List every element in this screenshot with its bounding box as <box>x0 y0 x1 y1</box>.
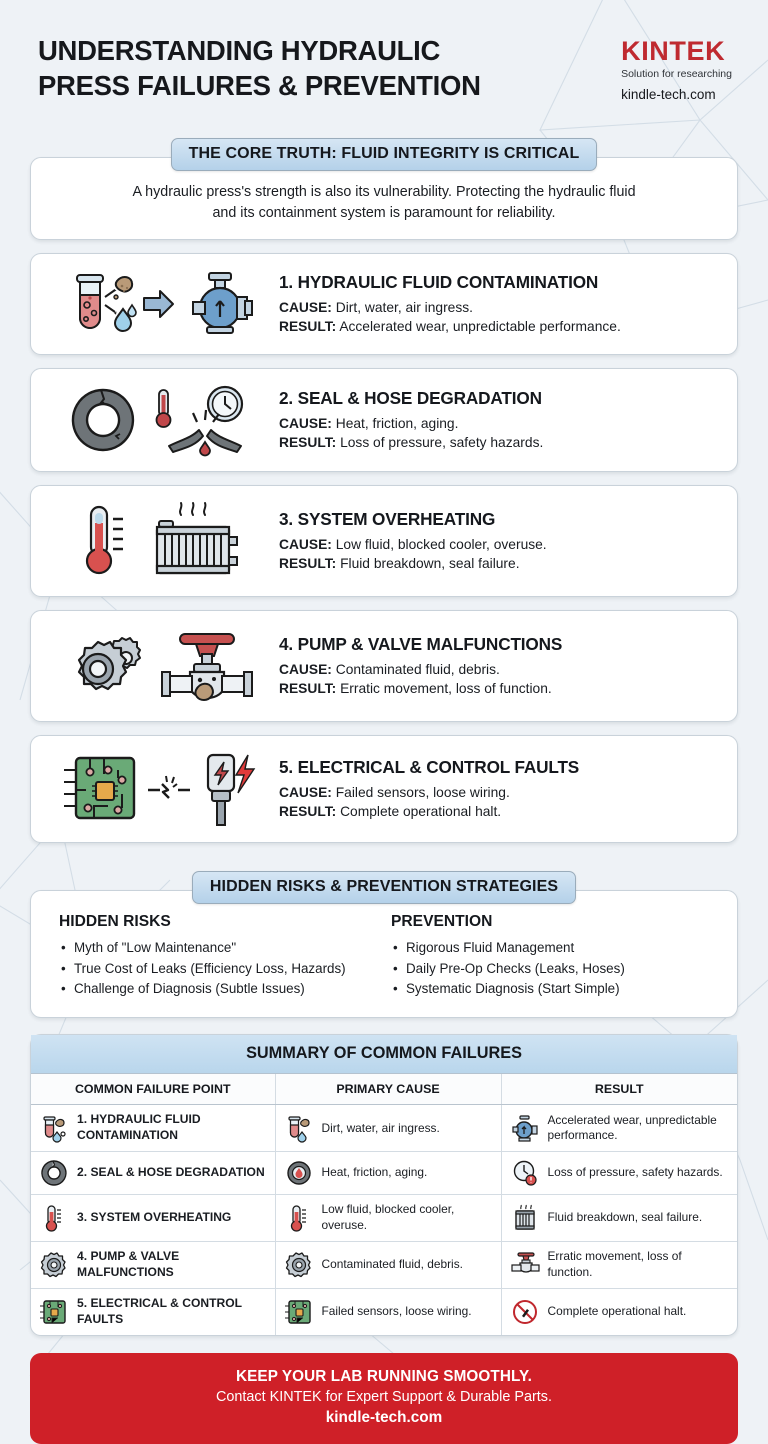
cause-label: CAUSE: <box>279 661 332 677</box>
thermometer-icon <box>284 1204 314 1232</box>
core-truth-pill-wrap <box>30 138 738 171</box>
cause-text: Contaminated fluid, debris. <box>335 661 500 677</box>
failure-card-result <box>279 679 717 699</box>
failure-card-title: 4. PUMP & VALVE MALFUNCTIONS <box>279 633 563 654</box>
cell-text: Heat, friction, aging. <box>321 1165 428 1180</box>
cell-text: Erratic movement, loss of function. <box>547 1248 682 1279</box>
cell-failure-point <box>31 1288 275 1334</box>
cell-primary-cause <box>275 1241 501 1288</box>
failure-card-icons <box>47 499 275 583</box>
risks-pill-wrap <box>30 871 738 904</box>
cell-failure-point <box>31 1152 275 1195</box>
cell-primary-cause <box>275 1152 501 1195</box>
brand-website: kindle-tech.com <box>621 87 716 102</box>
table-row <box>31 1152 737 1195</box>
arrow-right-icon <box>141 284 177 324</box>
failure-card-title: 5. ELECTRICAL & CONTROL FAULTS <box>279 756 580 777</box>
cell-result <box>501 1288 737 1334</box>
valve-icon <box>510 1251 540 1279</box>
failure-card-body <box>275 388 717 453</box>
table-row <box>31 1288 737 1334</box>
cause-text: Low fluid, blocked cooler, overuse. <box>335 536 547 552</box>
column-header-failure-point: COMMON FAILURE POINT <box>31 1074 275 1105</box>
list-item: • Rigorous Fluid Management <box>391 938 709 958</box>
footer-headline: KEEP YOUR LAB RUNNING SMOOTHLY. <box>235 1367 533 1385</box>
hidden-risks-heading: HIDDEN RISKS <box>59 913 171 931</box>
page-header <box>30 0 738 104</box>
table-row <box>31 1195 737 1241</box>
risks-prevention-panel <box>30 890 738 1018</box>
radiator-cooler-icon <box>510 1204 540 1232</box>
circuit-board-icon <box>60 750 140 828</box>
prevention-list <box>391 938 709 999</box>
cause-text: Heat, friction, aging. <box>335 415 459 431</box>
hidden-risks-column <box>59 913 377 999</box>
risks-prevention-section <box>30 871 738 1018</box>
column-header-primary-cause: PRIMARY CAUSE <box>275 1074 501 1105</box>
core-truth-pill: THE CORE TRUTH: FLUID INTEGRITY IS CRITICAL <box>171 138 598 171</box>
column-header-result: RESULT <box>501 1074 737 1105</box>
list-item: • Daily Pre-Op Checks (Leaks, Hoses) <box>391 959 709 979</box>
thermometer-icon <box>39 1204 69 1232</box>
failure-card <box>30 485 738 597</box>
pump-icon <box>510 1114 540 1142</box>
page-title <box>38 34 481 104</box>
table-row <box>31 1241 737 1288</box>
cell-result <box>501 1152 737 1195</box>
cause-label: CAUSE: <box>279 536 332 552</box>
cell-text: Low fluid, blocked cooler, overuse. <box>321 1202 455 1233</box>
list-item: • Systematic Diagnosis (Start Simple) <box>391 979 709 999</box>
cause-label: CAUSE: <box>279 784 332 800</box>
cell-result <box>501 1241 737 1288</box>
brand-logo <box>621 34 732 102</box>
footer-cta-banner <box>30 1353 738 1444</box>
plug-lightning-icon <box>198 749 262 829</box>
cell-failure-point <box>31 1195 275 1241</box>
cell-text: Contaminated fluid, debris. <box>321 1256 463 1271</box>
failure-card-title: 3. SYSTEM OVERHEATING <box>279 508 496 529</box>
failure-card-result <box>279 317 717 337</box>
valve-icon <box>156 624 258 708</box>
table-row <box>31 1105 737 1152</box>
cell-text: Dirt, water, air ingress. <box>321 1120 440 1135</box>
result-label: RESULT: <box>279 681 337 697</box>
table-header-row <box>31 1074 737 1105</box>
gear-icon <box>39 1251 69 1279</box>
failure-card-body <box>275 272 717 337</box>
failure-card <box>30 253 738 355</box>
core-truth-line2: and its containment system is paramount for reliability. <box>212 204 556 221</box>
seal-ring-icon <box>39 1159 69 1187</box>
failure-card-result <box>279 554 717 574</box>
cell-text: Failed sensors, loose wiring. <box>321 1303 472 1318</box>
thermometer-icon <box>71 501 135 581</box>
test-tube-icon <box>61 267 135 341</box>
summary-table <box>31 1074 737 1334</box>
prevention-heading: PREVENTION <box>391 913 493 931</box>
failure-card-body <box>275 509 717 574</box>
cause-label: CAUSE: <box>279 415 332 431</box>
failure-cards-list <box>30 253 738 843</box>
page-title-line1: UNDERSTANDING HYDRAULIC <box>38 35 441 66</box>
result-text: Fluid breakdown, seal failure. <box>340 556 520 572</box>
result-text: Accelerated wear, unpredictable performance. <box>339 319 621 335</box>
prevention-column <box>377 913 709 999</box>
cell-text: 1. HYDRAULIC FLUID CONTAMINATION <box>77 1112 201 1143</box>
failure-card-title: 1. HYDRAULIC FLUID CONTAMINATION <box>279 271 599 292</box>
gear-icon <box>284 1251 314 1279</box>
cell-text: Complete operational halt. <box>547 1303 687 1318</box>
circuit-board-icon <box>39 1298 69 1326</box>
failure-card-body <box>275 634 717 699</box>
failure-card-result <box>279 433 717 453</box>
result-text: Erratic movement, loss of function. <box>340 681 552 697</box>
cell-failure-point <box>31 1105 275 1152</box>
burst-hose-icon <box>147 382 257 458</box>
cell-primary-cause <box>275 1105 501 1152</box>
cell-text: 3. SYSTEM OVERHEATING <box>77 1210 232 1225</box>
core-truth-section <box>30 138 738 240</box>
result-label: RESULT: <box>279 319 337 335</box>
failure-card-icons <box>47 749 275 829</box>
cell-text: 2. SEAL & HOSE DEGRADATION <box>77 1165 265 1180</box>
broken-wire-spark-icon <box>146 764 192 814</box>
summary-table-title: SUMMARY OF COMMON FAILURES <box>31 1035 737 1074</box>
core-truth-line1: A hydraulic press's strength is also its vulnerability. Protecting the hydraulic fluid <box>132 183 636 200</box>
failure-card-cause <box>279 783 717 803</box>
seal-heat-icon <box>284 1159 314 1187</box>
cell-text: 5. ELECTRICAL & CONTROL FAULTS <box>77 1295 242 1326</box>
failure-card-icons <box>47 267 275 341</box>
cause-label: CAUSE: <box>279 299 332 315</box>
failure-card-cause <box>279 535 717 555</box>
result-text: Loss of pressure, safety hazards. <box>340 435 544 451</box>
footer-website: kindle-tech.com <box>325 1408 443 1426</box>
result-label: RESULT: <box>279 556 337 572</box>
gauge-icon <box>510 1159 540 1187</box>
cell-primary-cause <box>275 1288 501 1334</box>
cell-text: 4. PUMP & VALVE MALFUNCTIONS <box>77 1248 180 1279</box>
list-item: • True Cost of Leaks (Efficiency Loss, Hazards) <box>59 959 377 979</box>
failure-card <box>30 735 738 843</box>
cracked-seal-ring-icon <box>65 382 141 458</box>
summary-table-panel <box>30 1034 738 1335</box>
cause-text: Dirt, water, air ingress. <box>335 299 473 315</box>
page-title-line2: PRESS FAILURES & PREVENTION <box>38 69 481 101</box>
test-tube-icon <box>284 1114 314 1142</box>
failure-card-icons <box>47 382 275 458</box>
list-item: • Myth of "Low Maintenance" <box>59 938 377 958</box>
pump-icon <box>183 267 261 341</box>
cell-text: Accelerated wear, unpredictable performance. <box>547 1112 717 1143</box>
cell-text: Loss of pressure, safety hazards. <box>547 1165 723 1180</box>
cell-failure-point <box>31 1241 275 1288</box>
no-entry-halt-icon <box>510 1298 540 1326</box>
cell-result <box>501 1105 737 1152</box>
result-text: Complete operational halt. <box>340 804 502 820</box>
brand-tagline: Solution for researching <box>621 68 732 80</box>
brand-name: KINTEK <box>621 36 726 66</box>
cell-primary-cause <box>275 1195 501 1241</box>
list-item: • Challenge of Diagnosis (Subtle Issues) <box>59 979 377 999</box>
hidden-risks-list <box>59 938 377 999</box>
failure-card-cause <box>279 298 717 318</box>
cause-text: Failed sensors, loose wiring. <box>335 784 510 800</box>
radiator-cooler-icon <box>141 499 251 583</box>
circuit-board-icon <box>284 1298 314 1326</box>
cell-result <box>501 1195 737 1241</box>
failure-card-cause <box>279 414 717 434</box>
failure-card-title: 2. SEAL & HOSE DEGRADATION <box>279 387 542 408</box>
test-tube-icon <box>39 1114 69 1142</box>
failure-card <box>30 368 738 472</box>
cell-text: Fluid breakdown, seal failure. <box>547 1210 703 1225</box>
footer-subtext: Contact KINTEK for Expert Support & Durable Parts. <box>216 1388 552 1405</box>
failure-card-result <box>279 802 717 822</box>
failure-card-cause <box>279 660 717 680</box>
risks-prevention-pill: HIDDEN RISKS & PREVENTION STRATEGIES <box>192 871 576 904</box>
failure-card-body <box>275 757 717 822</box>
gears-icon <box>64 626 150 706</box>
result-label: RESULT: <box>279 435 337 451</box>
result-label: RESULT: <box>279 804 337 820</box>
failure-card-icons <box>47 624 275 708</box>
failure-card <box>30 610 738 722</box>
